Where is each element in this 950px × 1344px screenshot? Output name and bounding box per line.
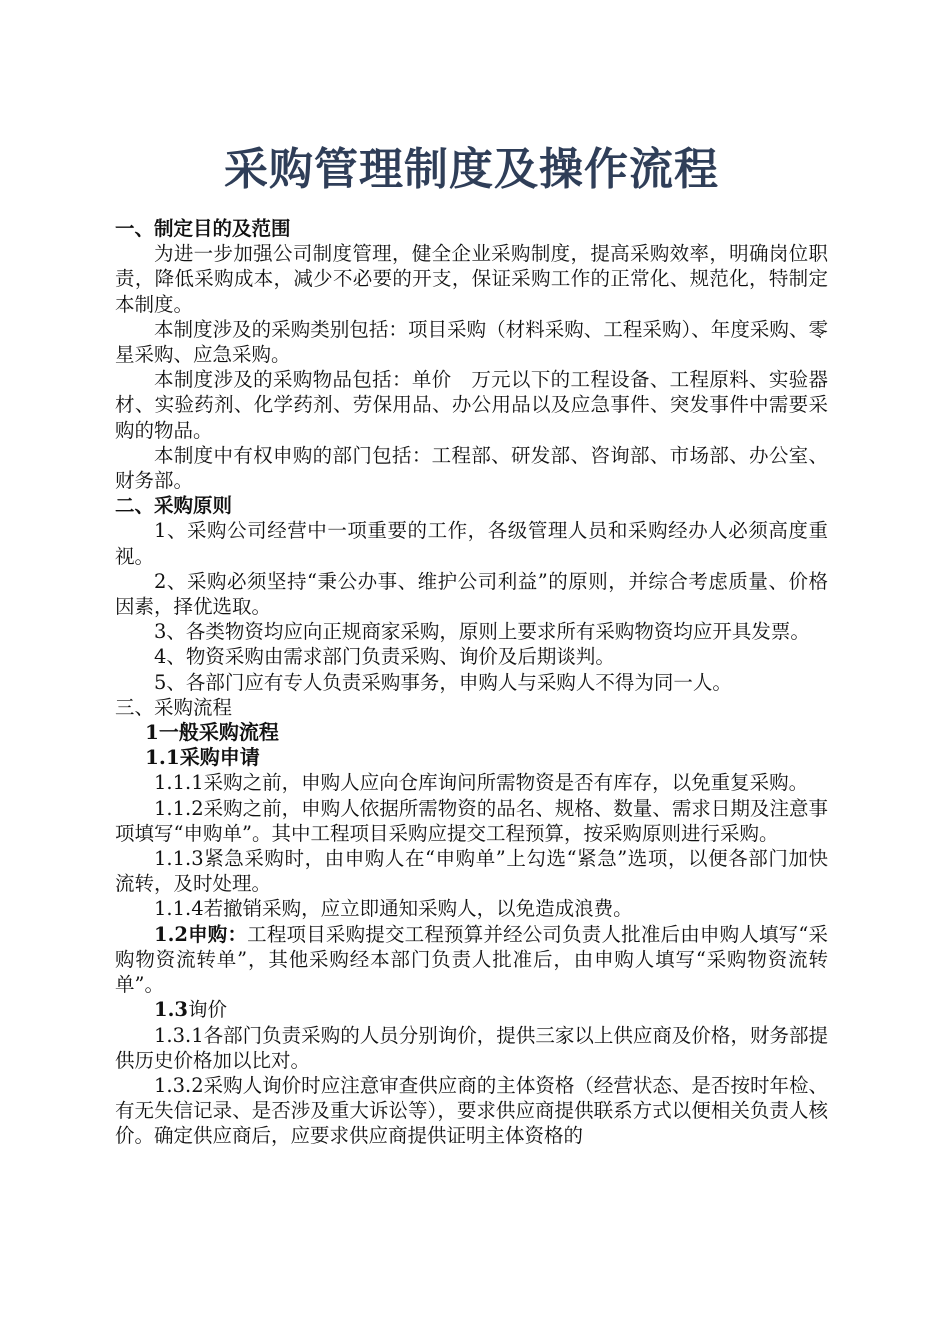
paragraph: 1.3.1各部门负责采购的人员分别询价，提供三家以上供应商及价格，财务部提供历史价格加以比对。 [115,1023,828,1072]
section-heading: 二、采购原则 [115,494,233,518]
subsection-heading: 1.1采购申请 [145,745,260,770]
paragraph: 1.1.1采购之前，申购人应向仓库询问所需物资是否有库存，以免重复采购。 [154,771,809,795]
paragraph-label: 1.2申购： [154,922,248,946]
paragraph: 为进一步加强公司制度管理，健全企业采购制度，提高采购效率，明确岗位职责，降低采购成本，减少不必要的开支，保证采购工作的正常化、规范化，特制定本制度。 [115,242,828,316]
paragraph: 5、各部门应有专人负责采购事务，申购人与采购人不得为同一人。 [154,670,732,694]
paragraph: 本制度涉及的采购物品包括：单价 万元以下的工程设备、工程原料、实验器材、实验药剂、化学药剂、劳保用品、办公用品以及应急事件、突发事件中需要采购的物品。 [115,368,828,442]
paragraph: 1、采购公司经营中一项重要的工作，各级管理人员和采购经办人必须高度重视。 [115,519,828,568]
paragraph: 4、物资采购由需求部门负责采购、询价及后期谈判。 [154,645,615,669]
subsection-title: 询价 [187,998,227,1022]
section-heading: 三、采购流程 [115,695,233,719]
section-heading: 一、制定目的及范围 [115,217,291,240]
subsection-number: 1.3 [154,998,188,1022]
paragraph: 2、采购必须坚持“秉公办事、维护公司利益”的原则，并综合考虑质量、价格因素，择优选取。 [115,569,828,619]
paragraph: 本制度涉及的采购类别包括：项目采购（材料采购、工程采购）、年度采购、零星采购、应急采购。 [115,317,828,367]
subsection-heading [115,997,828,1022]
paragraph: 本制度中有权申购的部门包括：工程部、研发部、咨询部、市场部、办公室、财务部。 [115,443,828,493]
paragraph: 1.1.3紧急采购时，由申购人在“申购单”上勾选“紧急”选项，以便各部门加快流转，及时处理。 [115,847,828,896]
document-title: 采购管理制度及操作流程 [224,144,719,195]
subsection-heading: 1一般采购流程 [145,720,279,745]
paragraph [115,922,828,998]
paragraph-text: 工程项目采购提交工程预算并经公司负责人批准后由申购人填写“采购物资流转单”，其他采购经本部门负责人批准后，由申购人填写“采购物资流转单”。 [115,922,828,997]
paragraph: 1.3.2采购人询价时应注意审查供应商的主体资格（经营状态、是否按时年检、有无失信记录、是否涉及重大诉讼等），要求供应商提供联系方式以便相关负责人核价。确定供应商后，应要求供应商提供证明主体资格的 [115,1073,828,1148]
paragraph: 3、各类物资均应向正规商家采购，原则上要求所有采购物资均应开具发票。 [154,620,810,644]
paragraph: 1.1.4若撤销采购，应立即通知采购人，以免造成浪费。 [154,897,633,921]
paragraph: 1.1.2采购之前，申购人依据所需物资的品名、规格、数量、需求日期及注意事项填写“申购单”。其中工程项目采购应提交工程预算，按采购原则进行采购。 [115,796,828,845]
